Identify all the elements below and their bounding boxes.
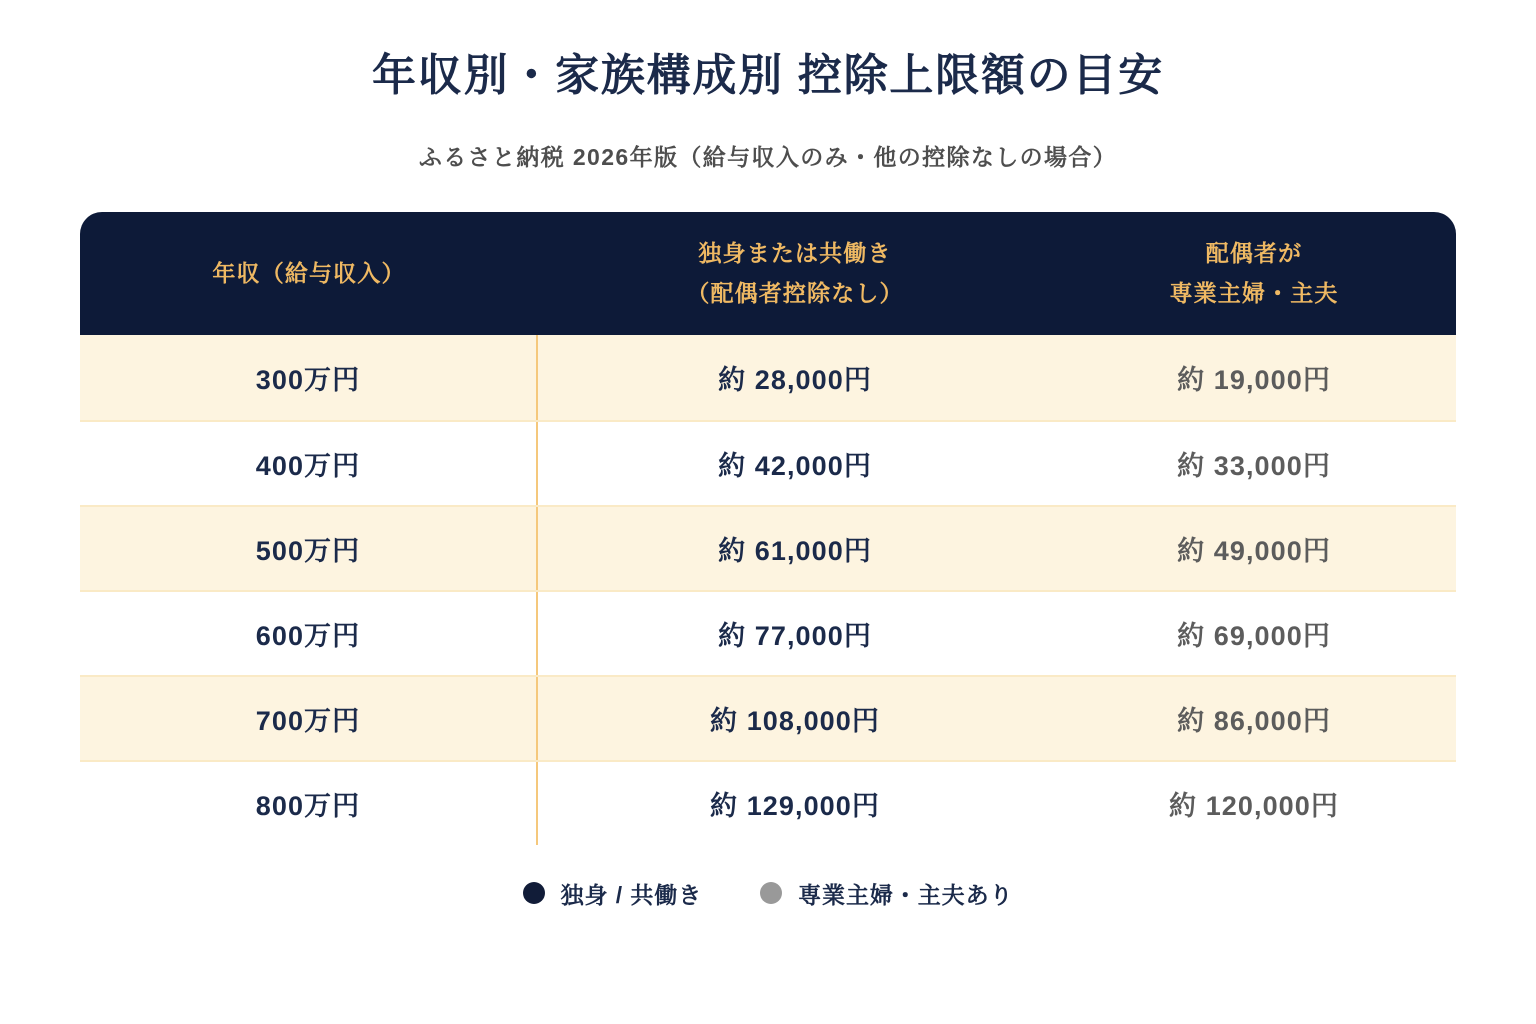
income-cell: 800万円 <box>80 762 538 845</box>
page-subtitle: ふるさと納税 2026年版（給与収入のみ・他の控除なしの場合） <box>418 143 1118 170</box>
table-row <box>80 335 1456 420</box>
column-header-spouse <box>1052 233 1456 314</box>
legend-item-spouse <box>760 877 1013 910</box>
spouse-amount-cell: 約 19,000円 <box>1177 364 1331 395</box>
table-row <box>80 420 1456 505</box>
column-header-single <box>538 233 1052 314</box>
table-row <box>80 590 1456 675</box>
legend-label-single: 独身 / 共働き <box>560 881 703 908</box>
table-row <box>80 505 1456 590</box>
legend-dot-gray-icon <box>760 882 782 904</box>
legend-item-single <box>523 877 703 910</box>
column-header-income <box>80 253 538 293</box>
table-row <box>80 675 1456 760</box>
spouse-amount-cell: 約 69,000円 <box>1177 620 1331 651</box>
single-amount-cell: 約 129,000円 <box>710 790 880 821</box>
column-header-single-line2: （配偶者控除なし） <box>686 280 904 307</box>
income-cell: 700万円 <box>80 677 538 760</box>
page-title: 年収別・家族構成別 控除上限額の目安 <box>372 51 1164 100</box>
income-cell: 400万円 <box>80 422 538 505</box>
income-cell: 300万円 <box>80 335 538 420</box>
spouse-amount-cell: 約 86,000円 <box>1177 705 1331 736</box>
single-amount-cell: 約 42,000円 <box>718 450 872 481</box>
column-header-single-line1: 独身または共働き <box>698 240 892 267</box>
table-row <box>80 760 1456 845</box>
spouse-amount-cell: 約 120,000円 <box>1169 790 1339 821</box>
table-header-row <box>80 212 1456 335</box>
single-amount-cell: 約 108,000円 <box>710 705 880 736</box>
deduction-limit-table <box>80 212 1456 845</box>
legend-label-spouse: 専業主婦・主夫あり <box>798 881 1014 908</box>
spouse-amount-cell: 約 33,000円 <box>1177 450 1331 481</box>
single-amount-cell: 約 61,000円 <box>718 535 872 566</box>
spouse-amount-cell: 約 49,000円 <box>1177 535 1331 566</box>
column-header-spouse-line2: 専業主婦・主夫 <box>1169 280 1339 307</box>
column-header-income-label: 年収（給与収入） <box>212 260 406 287</box>
legend <box>0 877 1536 910</box>
income-cell: 500万円 <box>80 507 538 590</box>
legend-dot-navy-icon <box>523 882 545 904</box>
column-header-spouse-line1: 配偶者が <box>1205 240 1303 267</box>
single-amount-cell: 約 77,000円 <box>718 620 872 651</box>
single-amount-cell: 約 28,000円 <box>718 364 872 395</box>
income-cell: 600万円 <box>80 592 538 675</box>
